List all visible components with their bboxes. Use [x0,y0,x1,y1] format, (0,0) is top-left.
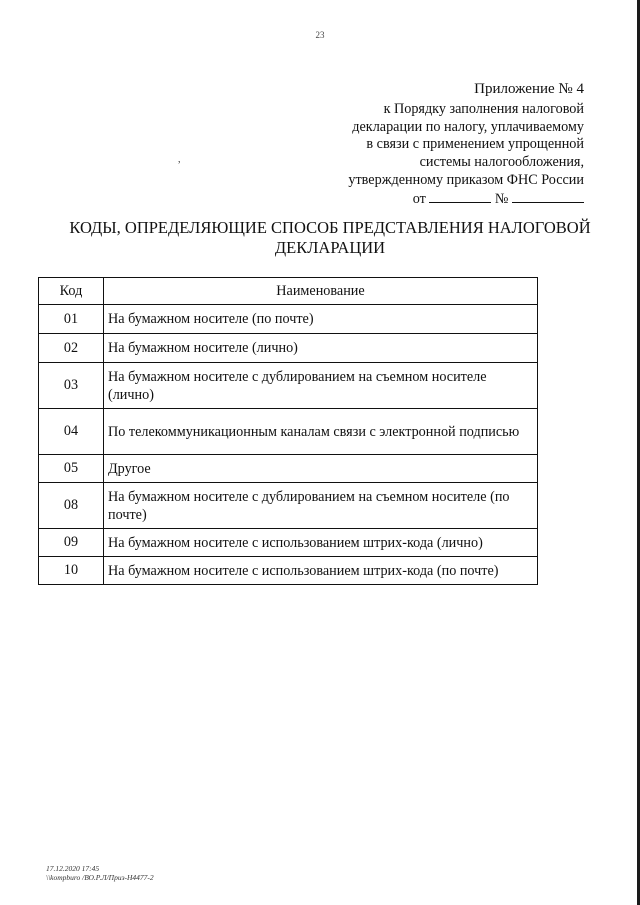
row-code: 04 [39,409,104,455]
appendix-line: утвержденному приказом ФНС России [348,171,584,188]
row-code: 05 [39,455,104,483]
row-name: На бумажном носителе с использованием штрих-кода (по почте) [104,557,538,585]
appendix-line: декларации по налогу, уплачиваемому [352,118,584,135]
scan-speck: , [178,154,181,165]
table-row [39,409,538,455]
appendix-title: Приложение № 4 [474,81,584,97]
table-row [39,557,538,585]
row-code: 09 [39,529,104,557]
row-name: Другое [104,455,538,483]
row-code: 01 [39,305,104,334]
table-row [39,305,538,334]
header-name: Наименование [104,278,538,305]
row-code: 02 [39,334,104,363]
date-blank [429,190,491,203]
footer-file-path: \\kompburo /ВО.Р.Л/Приз-Н4477-2 [46,873,154,882]
row-name: На бумажном носителе с использованием штрих-кода (лично) [104,529,538,557]
appendix-line: к Порядку заполнения налоговой [383,100,584,117]
table-row [39,483,538,529]
row-name: По телекоммуникационным каналам связи с электронной подписью [104,409,538,455]
appendix-block [348,81,584,209]
row-name: На бумажном носителе с дублированием на съемном носителе (по почте) [104,483,538,529]
table-row [39,334,538,363]
footer-date-time: 17.12.2020 17:45 [46,864,100,873]
table-header-row [39,278,538,305]
table-row [39,455,538,483]
appendix-line: в связи с применением упрощенной [366,136,584,153]
row-name: На бумажном носителе с дублированием на съемном носителе (лично) [104,363,538,409]
from-label: от [412,190,426,207]
row-name: На бумажном носителе (лично) [104,334,538,363]
appendix-line: системы налогообложения, [419,154,584,171]
row-code: 03 [39,363,104,409]
row-name: На бумажном носителе (по почте) [104,305,538,334]
header-code: Код [39,278,104,305]
table-row [39,363,538,409]
table-row [39,529,538,557]
document-title: КОДЫ, ОПРЕДЕЛЯЮЩИЕ СПОСОБ ПРЕДСТАВЛЕНИЯ НАЛОГОВОЙ ДЕКЛАРАЦИИ [69,218,591,257]
number-blank [512,190,584,203]
codes-table [38,277,538,585]
order-date-number-line [348,190,584,209]
page-number: 23 [315,30,325,40]
row-code: 08 [39,483,104,529]
file-footer [46,864,154,882]
number-label: № [494,190,509,207]
row-code: 10 [39,557,104,585]
